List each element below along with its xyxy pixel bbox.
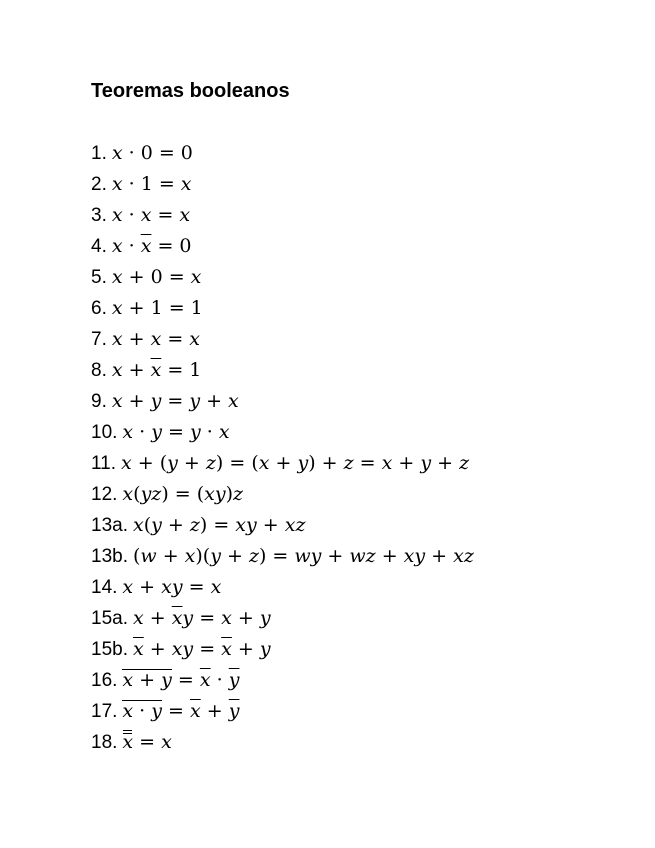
theorem-number: 2. — [91, 174, 107, 195]
theorem-expression: x(yz) = (xy)z — [122, 483, 244, 505]
theorem-expression: $x \cdot \overline{x} = 0$ — [111, 235, 192, 257]
theorem-item — [91, 293, 474, 324]
theorem-item — [91, 572, 474, 603]
theorem-item — [91, 479, 474, 510]
theorem-number: 17. — [91, 701, 118, 722]
theorem-expression: x · 1 = x — [111, 173, 192, 195]
theorem-number: 15b. — [91, 639, 128, 660]
theorem-item — [91, 324, 474, 355]
theorem-item — [91, 634, 474, 665]
theorem-number: 18. — [91, 732, 118, 753]
theorem-item — [91, 355, 474, 386]
theorem-number: 16. — [91, 670, 118, 691]
theorem-number: 9. — [91, 391, 107, 412]
theorem-expression: x · 0 = 0 — [111, 142, 193, 164]
theorem-expression: x + 1 = 1 — [111, 297, 203, 319]
theorem-number: 10. — [91, 422, 118, 443]
theorem-number: 12. — [91, 484, 118, 505]
theorem-number: 11. — [91, 453, 117, 474]
theorem-number: 6. — [91, 298, 107, 319]
theorem-expression: x + xy = x — [122, 576, 222, 598]
theorem-expression: x + x = x — [111, 328, 201, 350]
theorem-item — [91, 169, 474, 200]
theorem-list — [91, 138, 474, 758]
theorem-expression: x + 0 = x — [111, 266, 202, 288]
theorem-expression: $x + y = \overline{x} \cdot \overline{y}$ — [122, 669, 240, 691]
theorem-item — [91, 417, 474, 448]
theorem-number: 13b. — [91, 546, 128, 567]
theorem-expression: x · y = y · x — [122, 421, 230, 443]
theorem-expression: $\overline{x}$ + xy = $\overline{x} + y$ — [132, 638, 271, 660]
theorem-item — [91, 262, 474, 293]
theorem-number: 15a. — [91, 608, 128, 629]
theorem-expression: x + y = y + x — [111, 390, 239, 412]
theorem-number: 7. — [91, 329, 107, 350]
theorem-item — [91, 541, 474, 572]
theorem-item — [91, 138, 474, 169]
theorem-expression: $x + \overline{x} = 1$ — [111, 359, 202, 381]
theorem-expression: (w + x)(y + z) = wy + wz + xy + xz — [132, 545, 474, 567]
theorem-number: 5. — [91, 267, 107, 288]
theorem-item — [91, 510, 474, 541]
theorem-number: 3. — [91, 205, 107, 226]
theorem-expression: x = x — [122, 731, 172, 753]
theorem-number: 14. — [91, 577, 118, 598]
theorem-item — [91, 448, 474, 479]
theorem-expression: x + (y + z) = (x + y) + z = x + y + z — [121, 452, 470, 474]
theorem-expression: $x \cdot y = \overline{x} + \overline{y}$ — [122, 700, 240, 722]
theorem-expression: x · x = x — [111, 204, 191, 226]
theorem-expression: x(y + z) = xy + xz — [132, 514, 306, 536]
theorem-number: 4. — [91, 236, 107, 257]
theorem-number: 8. — [91, 360, 107, 381]
theorem-item — [91, 603, 474, 634]
theorem-item — [91, 386, 474, 417]
theorem-item — [91, 665, 474, 696]
theorem-number: 13a. — [91, 515, 128, 536]
theorem-number: 1. — [91, 143, 107, 164]
theorem-item — [91, 231, 474, 262]
theorem-item — [91, 727, 474, 758]
theorem-item — [91, 696, 474, 727]
theorem-expression: $x + \overline{x}y = x + y$ — [132, 607, 271, 629]
theorem-item — [91, 200, 474, 231]
page-title: Teoremas booleanos — [91, 80, 290, 102]
